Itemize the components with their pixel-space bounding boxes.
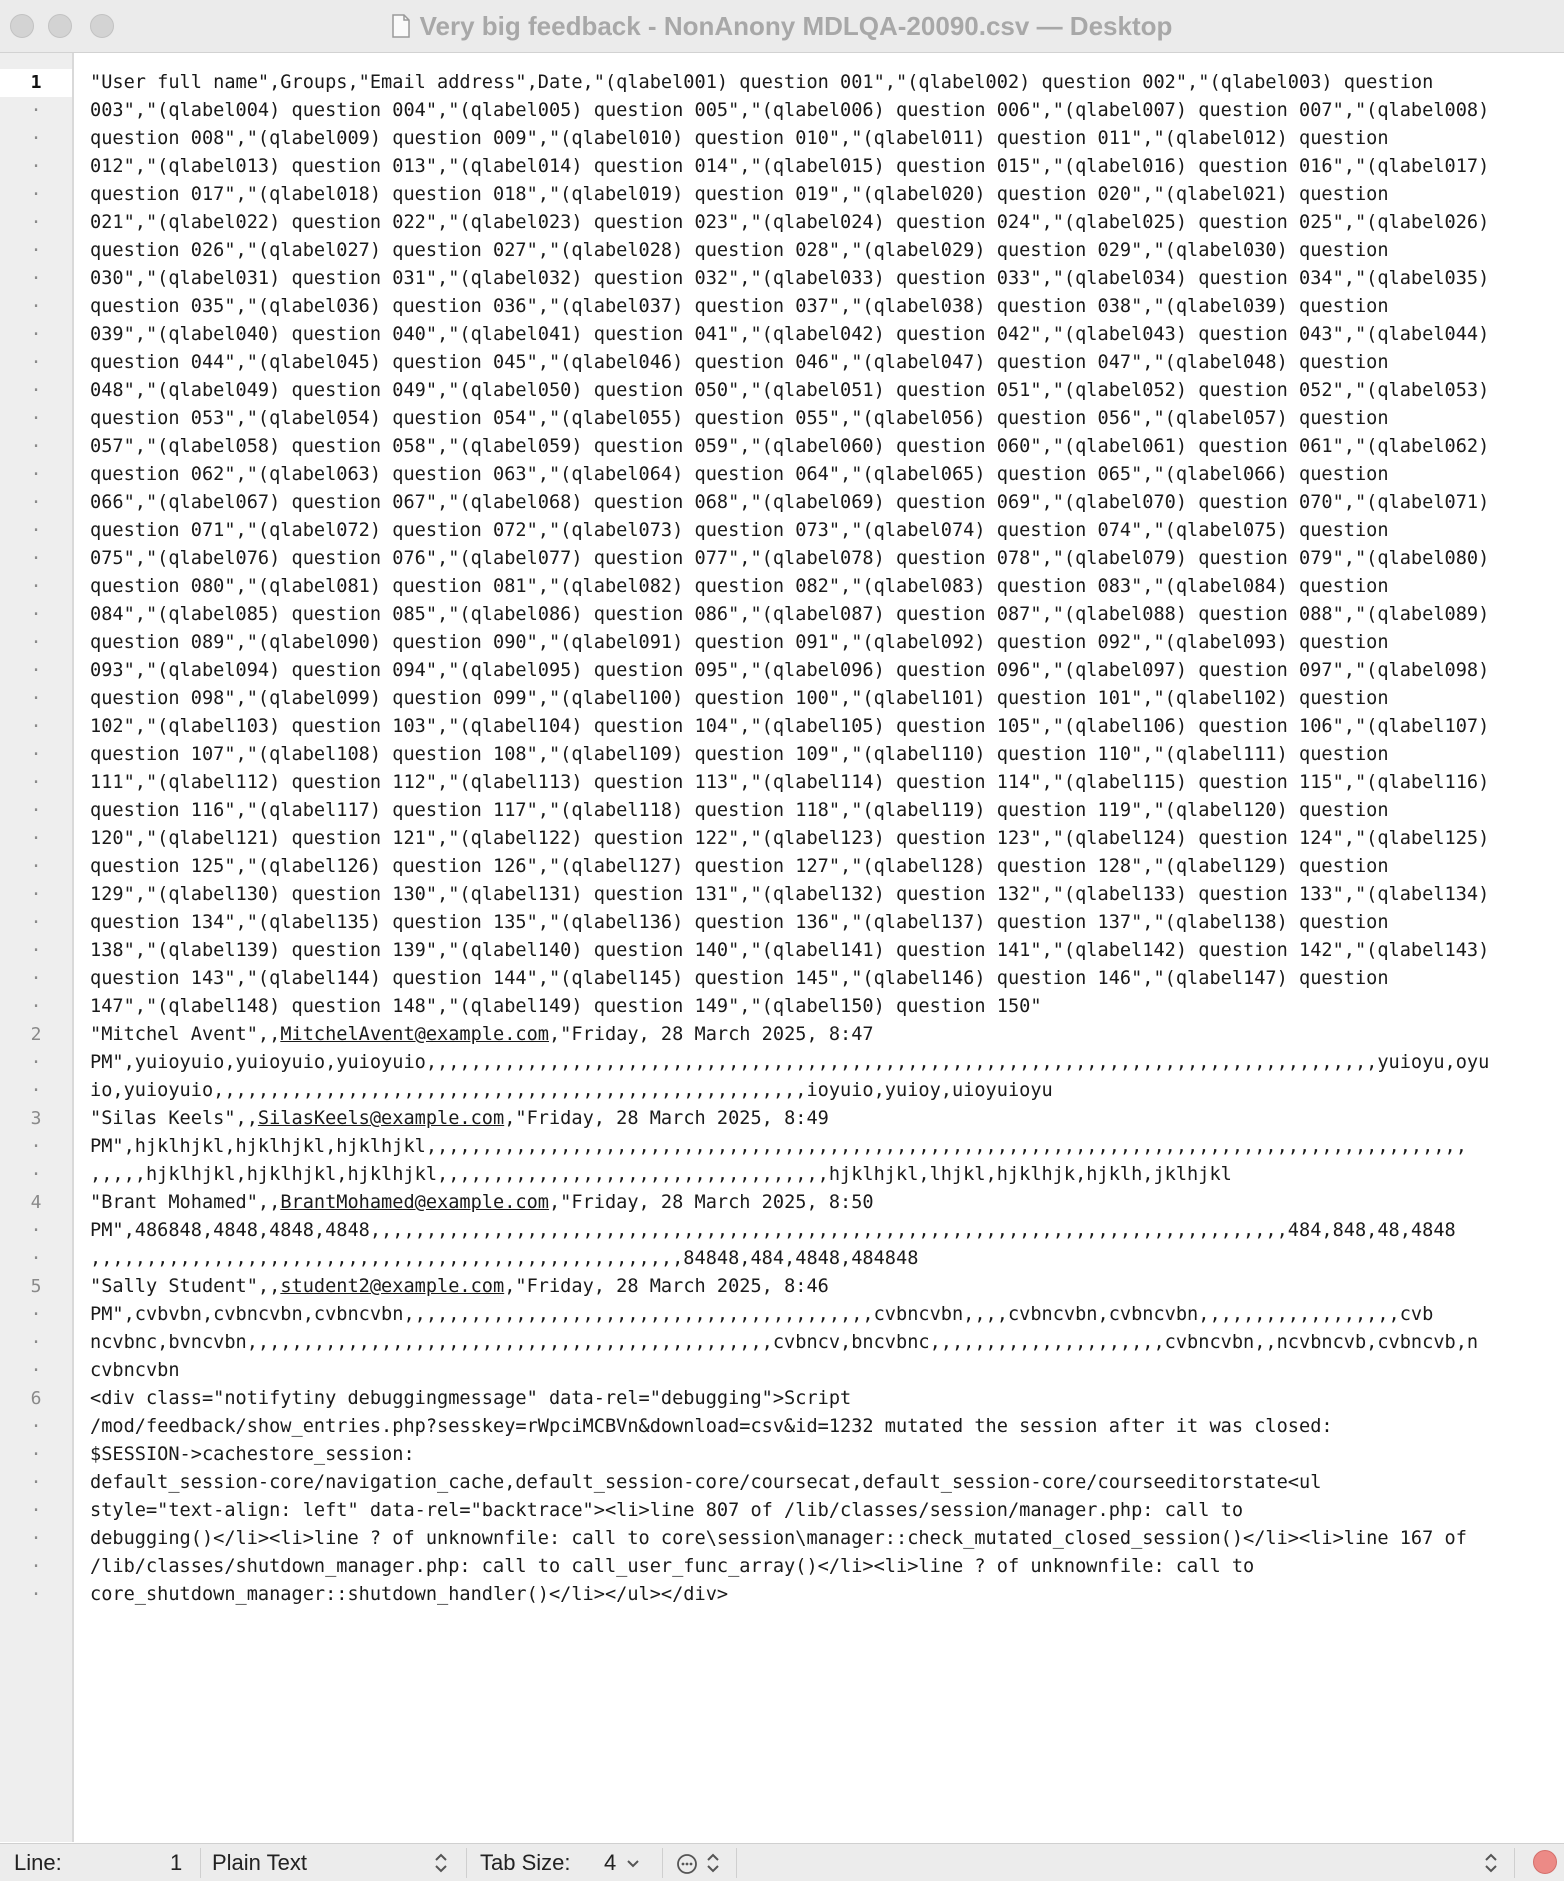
- status-divider: [200, 1848, 201, 1878]
- record-values: ,"Friday, 28 March 2025, 8:49 PM",hjklhjkl,hjklhjkl,hjklhjkl,,,,,,,,,,,,,,,,,,,,,,,,,,,,,,,,,,,,,,,,,,,,,,,,,,,,,,,,,,,,,,,,,,,,,,,,,,,,,,,,,,,,,,,,,,,,, ,,,,,hjklhjkl,hjklhjkl,hjklhjkl,,,,,,,,,,,,,,,,,,,,,,,,,,,,,,,,,,,hjklhjkl,lhjkl,hjklhjk,hjklh,jklhjkl: [90, 1108, 1467, 1185]
- window-titlebar: [0, 0, 1564, 53]
- wrap-marker: ·: [30, 212, 42, 233]
- record-values: ,"Friday, 28 March 2025, 8:50 PM",486848,4848,4848,4848,,,,,,,,,,,,,,,,,,,,,,,,,,,,,,,,,,,,,,,,,,,,,,,,,,,,,,,,,,,,,,,,,,,,,,,,,,,,,,,,,,484,848,48,4848 ,,,,,,,,,,,,,,,,,,,,,,,,,,,,,,,,,,,,,,,,,,,,,,,,,,,,,84848,484,4848,484848: [90, 1192, 1456, 1269]
- wrap-marker: ·: [30, 352, 42, 373]
- wrap-marker: ·: [30, 604, 42, 625]
- editor-text[interactable]: [90, 69, 1550, 1609]
- wrap-marker: ·: [30, 1220, 42, 1241]
- status-divider: [466, 1848, 467, 1878]
- wrap-marker: ·: [30, 548, 42, 569]
- wrap-marker: ·: [30, 1332, 42, 1353]
- email-link[interactable]: student2@example.com: [280, 1276, 505, 1297]
- wrap-marker: ·: [30, 1164, 42, 1185]
- wrap-marker: ·: [30, 1472, 42, 1493]
- wrap-marker: ·: [30, 128, 42, 149]
- email-link[interactable]: MitchelAvent@example.com: [280, 1024, 549, 1045]
- record-values: ,"Friday, 28 March 2025, 8:46 PM",cvbvbn,cvbncvbn,cvbncvbn,,,,,,,,,,,,,,,,,,,,,,,,,,,,,,,,,,,,,,,,,,cvbncvbn,,,,cvbncvbn,cvbncvbn,,,,,,,,,,,,,,,,,,cvb ncvbnc,bvncvbn,,,,,,,,,,,,,,,,,,,,,,,,,,,,,,,,,,,,,,,,,,,,,,,cvbncv,bncvbnc,,,,,,,,,,,,,,,,,,,,,cvbncvbn,,ncvbncvb,cvbncvb,n cvbncvbn: [90, 1276, 1479, 1381]
- record-name: "Brant Mohamed",,: [90, 1192, 281, 1213]
- email-link[interactable]: BrantMohamed@example.com: [280, 1192, 549, 1213]
- wrap-marker: ·: [30, 856, 42, 877]
- wrap-marker: ·: [30, 1080, 42, 1101]
- wrap-marker: ·: [30, 688, 42, 709]
- wrap-marker: ·: [30, 772, 42, 793]
- wrap-marker: ·: [30, 912, 42, 933]
- wrap-marker: ·: [30, 660, 42, 681]
- line-number: 3: [30, 1108, 42, 1129]
- wrap-marker: ·: [30, 800, 42, 821]
- status-divider: [1514, 1848, 1515, 1878]
- wrap-marker: ·: [30, 296, 42, 317]
- line-number-gutter: [0, 53, 74, 1842]
- wrap-marker: ·: [30, 520, 42, 541]
- wrap-marker: ·: [30, 1248, 42, 1269]
- wrap-marker: ·: [30, 492, 42, 513]
- line-number: 1: [0, 69, 72, 97]
- wrap-marker: ·: [30, 884, 42, 905]
- wrap-marker: ·: [30, 1556, 42, 1577]
- line-number: 5: [30, 1276, 42, 1297]
- record-icon[interactable]: [1533, 1850, 1557, 1874]
- more-options-icon[interactable]: [676, 1844, 698, 1881]
- wrap-marker: ·: [30, 184, 42, 205]
- wrap-marker: ·: [30, 408, 42, 429]
- wrap-marker: ·: [30, 240, 42, 261]
- tab-size-label: Tab Size:: [480, 1850, 571, 1875]
- csv-header-line: "User full name",Groups,"Email address",Date,"(qlabel001) question 001","(qlabel002) question 002","(qlabel003) question 003","(qlabel004) question 004","(qlabel005) question 005","(qlabel006) question 006","(qlabel007) question 007","(qlabel008) question 008","(qlabel009) question 009","(qlabel010) question 010","(qlabel011) question 011","(qlabel012) question 012","(qlabel013) question 013","(qlabel014) question 014","(qlabel015) question 015","(qlabel016) question 016","(qlabel017) question 017","(qlabel018) question 018","(qlabel019) question 019","(qlabel020) question 020","(qlabel021) question 021","(qlabel022) question 022","(qlabel023) question 023","(qlabel024) question 024","(qlabel025) question 025","(qlabel026) question 026","(qlabel027) question 027","(qlabel028) question 028","(qlabel029) question 029","(qlabel030) question 030","(qlabel031) question 031","(qlabel032) question 032","(qlabel033) question 033","(qlabel034) question 034","(qlabel035) question 035","(qlabel036) question 036","(qlabel037) question 037","(qlabel038) question 038","(qlabel039) question 039","(qlabel040) question 040","(qlabel041) question 041","(qlabel042) question 042","(qlabel043) question 043","(qlabel044) question 044","(qlabel045) question 045","(qlabel046) question 046","(qlabel047) question 047","(qlabel048) question 048","(qlabel049) question 049","(qlabel050) question 050","(qlabel051) question 051","(qlabel052) question 052","(qlabel053) question 053","(qlabel054) question 054","(qlabel055) question 055","(qlabel056) question 056","(qlabel057) question 057","(qlabel058) question 058","(qlabel059) question 059","(qlabel060) question 060","(qlabel061) question 061","(qlabel062) question 062","(qlabel063) question 063","(qlabel064) question 064","(qlabel065) question 065","(qlabel066) question 066","(qlabel067) question 067","(qlabel068) question 068","(qlabel069) question 069","(qlabel070) question 070","(qlabel071) question 071","(qlabel072) question 072","(qlabel073) question 073","(qlabel074) question 074","(qlabel075) question 075","(qlabel076) question 076","(qlabel077) question 077","(qlabel078) question 078","(qlabel079) question 079","(qlabel080) question 080","(qlabel081) question 081","(qlabel082) question 082","(qlabel083) question 083","(qlabel084) question 084","(qlabel085) question 085","(qlabel086) question 086","(qlabel087) question 087","(qlabel088) question 088","(qlabel089) question 089","(qlabel090) question 090","(qlabel091) question 091","(qlabel092) question 092","(qlabel093) question 093","(qlabel094) question 094","(qlabel095) question 095","(qlabel096) question 096","(qlabel097) question 097","(qlabel098) question 098","(qlabel099) question 099","(qlabel100) question 100","(qlabel101) question 101","(qlabel102) question 102","(qlabel103) question 103","(qlabel104) question 104","(qlabel105) question 105","(qlabel106) question 106","(qlabel107) question 107","(qlabel108) question 108","(qlabel109) question 109","(qlabel110) question 110","(qlabel111) question 111","(qlabel112) question 112","(qlabel113) question 113","(qlabel114) question 114","(qlabel115) question 115","(qlabel116) question 116","(qlabel117) question 117","(qlabel118) question 118","(qlabel119) question 119","(qlabel120) question 120","(qlabel121) question 121","(qlabel122) question 122","(qlabel123) question 123","(qlabel124) question 124","(qlabel125) question 125","(qlabel126) question 126","(qlabel127) question 127","(qlabel128) question 128","(qlabel129) question 129","(qlabel130) question 130","(qlabel131) question 131","(qlabel132) question 132","(qlabel133) question 133","(qlabel134) question 134","(qlabel135) question 135","(qlabel136) question 136","(qlabel137) question 137","(qlabel138) question 138","(qlabel139) question 139","(qlabel140) question 140","(qlabel141) question 141","(qlabel142) question 142","(qlabel143) question 143","(qlabel144) question 144","(qlabel145) question 145","(qlabel146) question 146","(qlabel147) question 147","(qlabel148) question 148","(qlabel149) question 149","(qlabel150) question 150": [90, 72, 1490, 1017]
- status-divider: [736, 1848, 737, 1878]
- wrap-marker: ·: [30, 1584, 42, 1605]
- wrap-marker: ·: [30, 464, 42, 485]
- tab-size-value[interactable]: 4: [604, 1850, 617, 1875]
- wrap-marker: ·: [30, 1444, 42, 1465]
- line-number: 2: [30, 1024, 42, 1045]
- line-number: 4: [30, 1192, 42, 1213]
- wrap-marker: ·: [30, 156, 42, 177]
- record-name: "Silas Keels",,: [90, 1108, 258, 1129]
- line-label: Line:: [14, 1850, 62, 1875]
- wrap-marker: ·: [30, 828, 42, 849]
- syntax-mode-label: Plain Text: [212, 1850, 307, 1875]
- wrap-marker: ·: [30, 1500, 42, 1521]
- wrap-marker: ·: [30, 940, 42, 961]
- line-number: 6: [30, 1388, 42, 1409]
- chevron-down-icon[interactable]: [626, 1844, 640, 1881]
- wrap-marker: ·: [30, 744, 42, 765]
- record-values: ,"Friday, 28 March 2025, 8:47 PM",yuioyuio,yuioyuio,yuioyuio,,,,,,,,,,,,,,,,,,,,,,,,,,,,,,,,,,,,,,,,,,,,,,,,,,,,,,,,,,,,,,,,,,,,,,,,,,,,,,,,,,,,,yuioyu,oyu io,yuioyuio,,,,,,,,,,,,,,,,,,,,,,,,,,,,,,,,,,,,,,,,,,,,,,,,,,,,,ioyuio,yuioy,uioyuioyu: [90, 1024, 1490, 1101]
- debug-message-line: <div class="notifytiny debuggingmessage" data-rel="debugging">Script /mod/feedback/show_entries.php?sesskey=rWpciMCBVn&download=csv&id=1232 mutated the session after it was closed: $SESSION->cachestore_session: default_session-core/navigation_cache,default_session-core/coursecat,default_session-core/courseeditorstate<ul style="text-align: left" data-rel="backtrace"><li>line 807 of /lib/classes/session/manager.php: call to debugging()</li><li>line ? of unknownfile: call to core\session\manager::check_mutated_closed_session()</li><li>line 167 of /lib/classes/shutdown_manager.php: call to call_user_func_array()</li><li>line ? of unknownfile: call to core_shutdown_manager::shutdown_handler()</li></ul></div>: [90, 1388, 1467, 1605]
- wrap-marker: ·: [30, 1416, 42, 1437]
- up-down-icon[interactable]: [1484, 1844, 1498, 1881]
- wrap-marker: ·: [30, 996, 42, 1017]
- email-link[interactable]: SilasKeels@example.com: [257, 1108, 505, 1129]
- up-down-icon[interactable]: [706, 1844, 720, 1881]
- wrap-marker: ·: [30, 1052, 42, 1073]
- text-editor[interactable]: [90, 69, 1550, 1829]
- window-title: Very big feedback - NonAnony MDLQA-20090.csv — Desktop: [419, 10, 1173, 41]
- line-number-field[interactable]: 1: [170, 1850, 183, 1875]
- wrap-marker: ·: [30, 268, 42, 289]
- wrap-marker: ·: [30, 1136, 42, 1157]
- wrap-marker: ·: [30, 1528, 42, 1549]
- up-down-icon[interactable]: [434, 1844, 448, 1881]
- wrap-marker: ·: [30, 968, 42, 989]
- wrap-marker: ·: [30, 716, 42, 737]
- status-bar: [0, 1843, 1564, 1881]
- wrap-marker: ·: [30, 632, 42, 653]
- wrap-marker: ·: [30, 1360, 42, 1381]
- syntax-mode-selector[interactable]: [212, 1844, 307, 1881]
- wrap-marker: ·: [30, 576, 42, 597]
- document-icon[interactable]: [392, 14, 410, 38]
- status-divider: [662, 1848, 663, 1878]
- wrap-marker: ·: [30, 1304, 42, 1325]
- record-name: "Mitchel Avent",,: [90, 1024, 281, 1045]
- record-name: "Sally Student",,: [90, 1276, 281, 1297]
- wrap-marker: ·: [30, 324, 42, 345]
- wrap-marker: ·: [30, 436, 42, 457]
- wrap-marker: ·: [30, 100, 42, 121]
- wrap-marker: ·: [30, 380, 42, 401]
- window-title-wrap: [0, 0, 1564, 52]
